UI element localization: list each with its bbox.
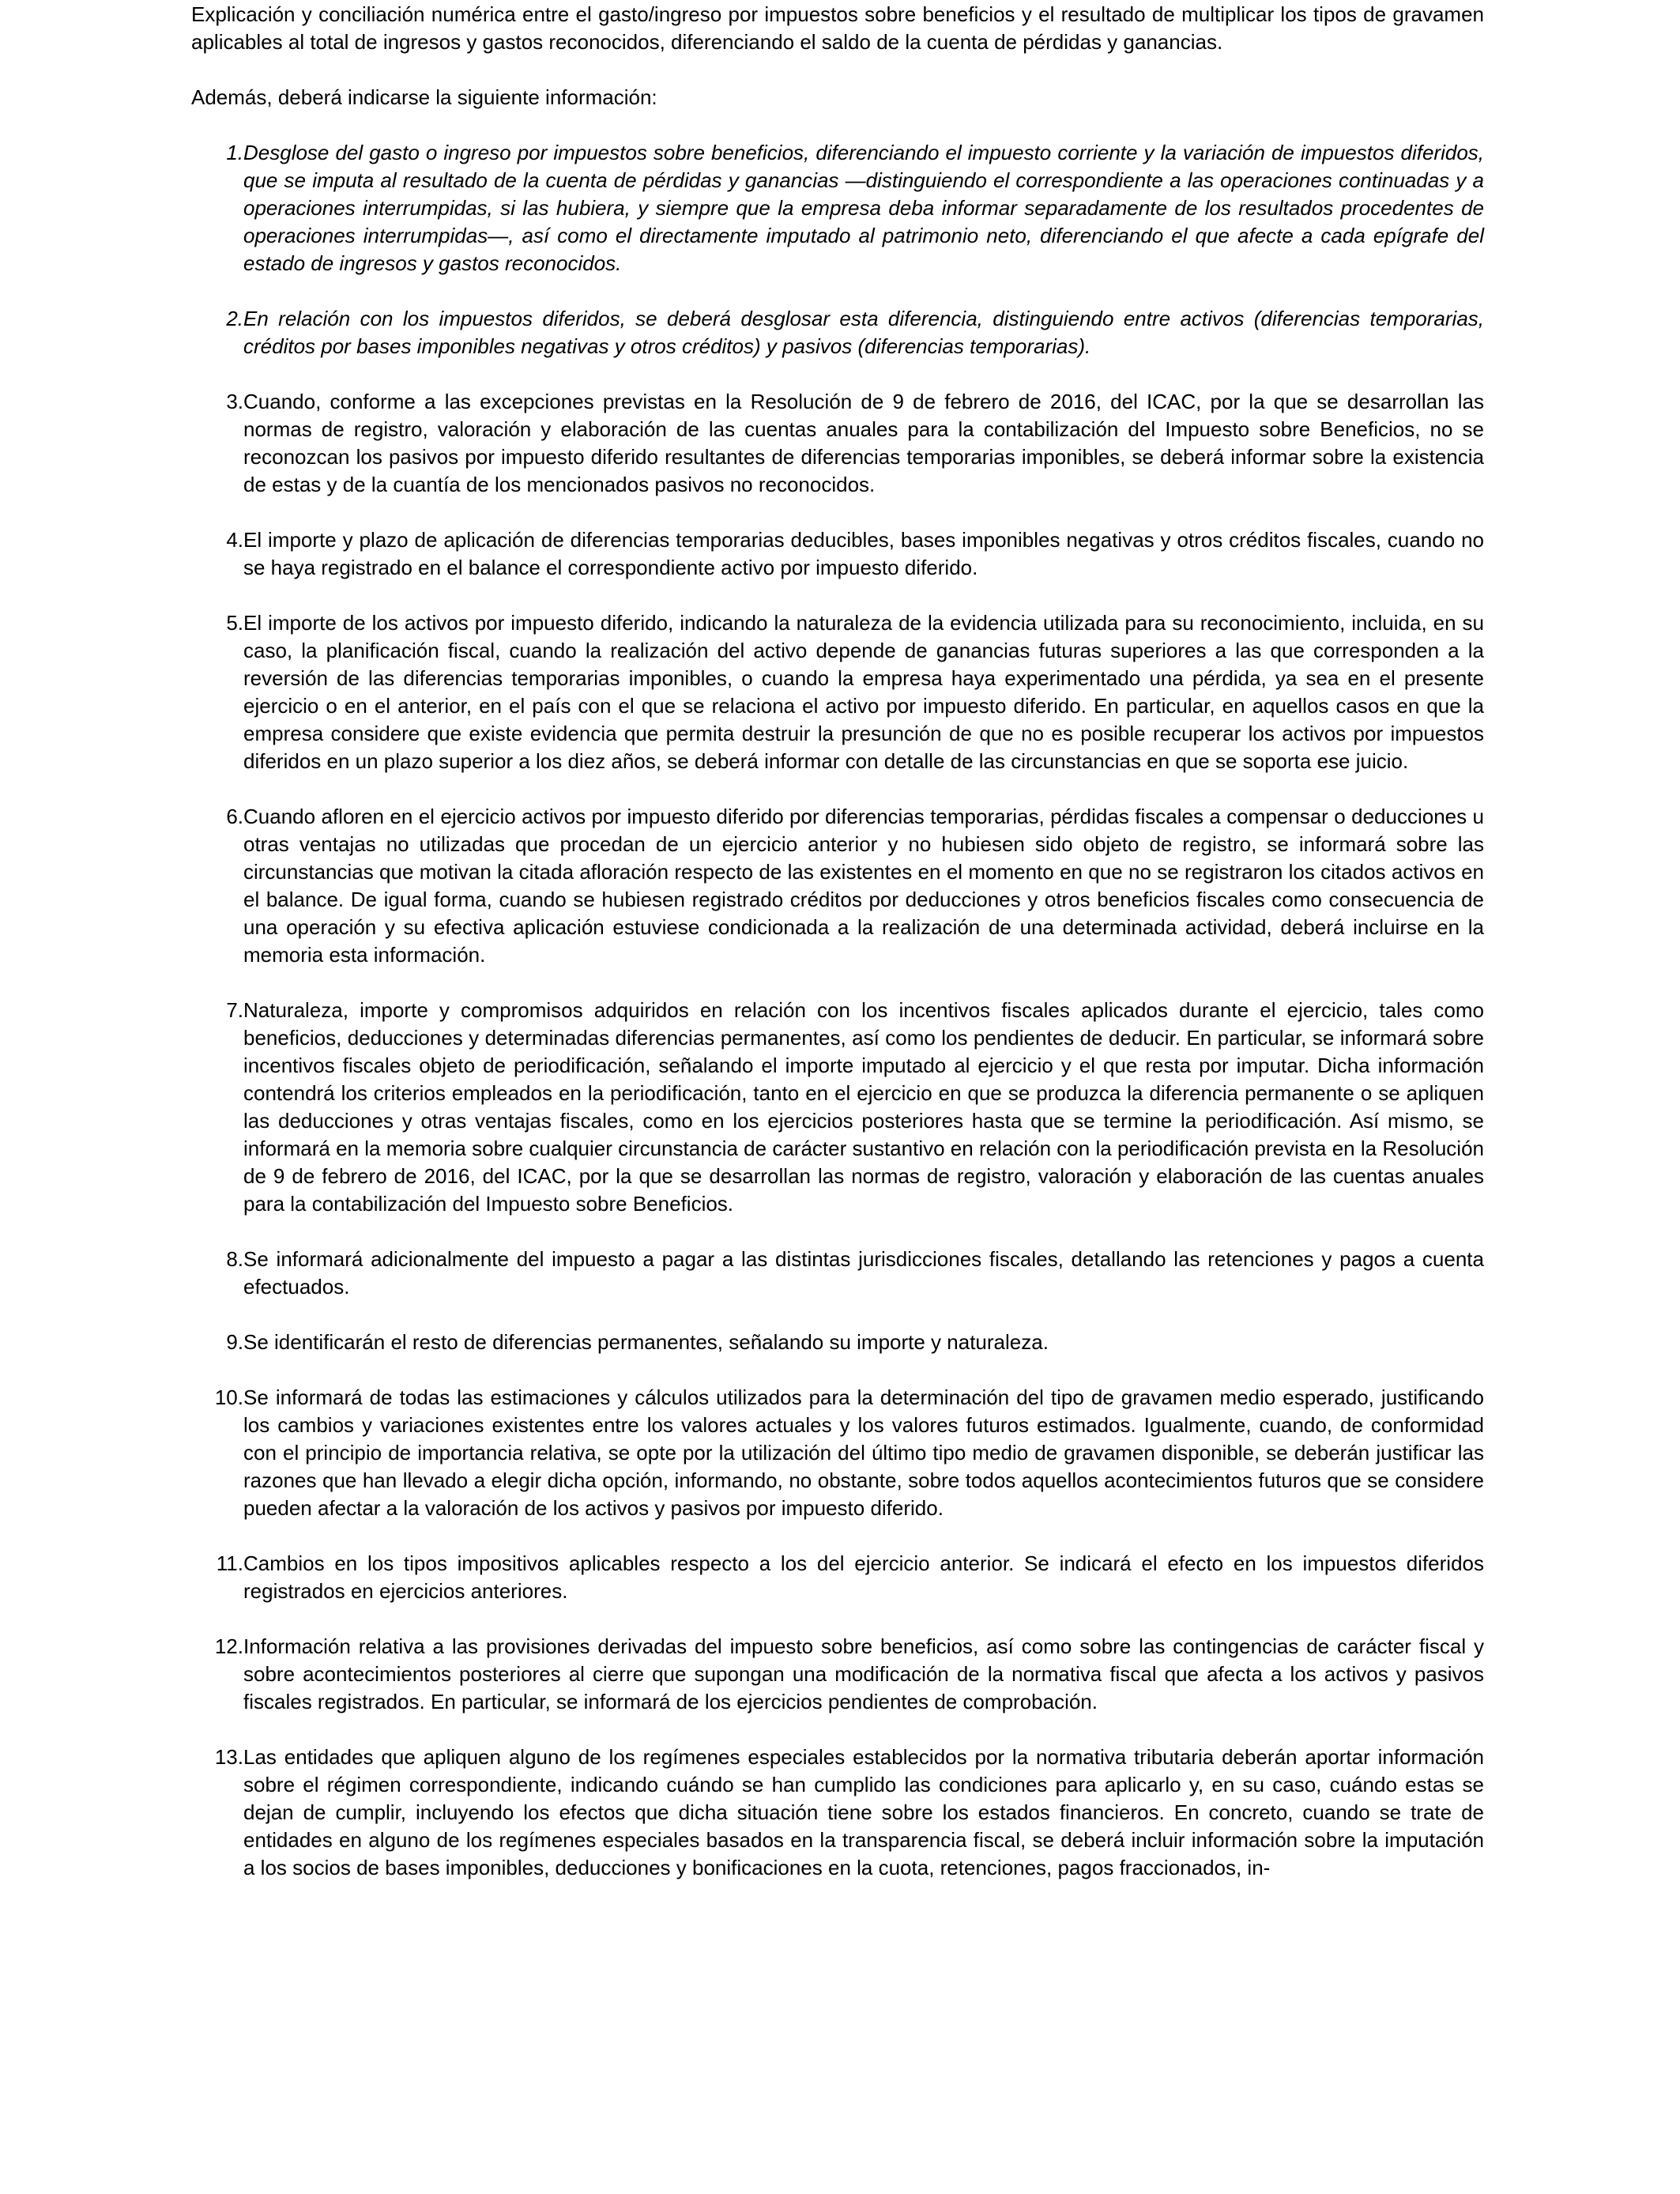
document-page xyxy=(191,0,1484,1909)
list-item xyxy=(191,526,1484,582)
list-item xyxy=(191,1329,1484,1356)
list-item-text: Naturaleza, importe y compromisos adquiridos en relación con los incentivos fiscales aplicados durante el ejercicio, tales como beneficios, deducciones y determinadas diferencias permanentes, así como los pendientes de deducir. En particular, se informará sobre incentivos fiscales objeto de periodificación, señalando el importe imputado al ejercicio y el que resta por imputar. Dicha información contendrá los criterios empleados en la periodificación, tanto en el ejercicio en que se produzca la diferencia permanente o se apliquen las deducciones y otras ventajas fiscales, como en los ejercicios posteriores hasta que se termine la periodificación. Así mismo, se informará en la memoria sobre cualquier circunstancia de carácter sustantivo en relación con la periodificación prevista en la Resolución de 9 de febrero de 2016, del ICAC, por la que se desarrollan las normas de registro, valoración y elaboración de las cuentas anuales para la contabilización del Impuesto sobre Beneficios. xyxy=(243,998,1484,1216)
lead-paragraph: Además, deberá indicarse la siguiente información: xyxy=(191,85,657,109)
list-item-text: Desglose del gasto o ingreso por impuestos sobre beneficios, diferenciando el impuesto corriente y la variación de impuestos diferidos, que se imputa al resultado de la cuenta de pérdidas y ganancias —distinguiendo el correspondiente a las operaciones continuadas y a operaciones interrumpidas, si las hubiera, y siempre que la empresa deba informar separadamente de los resultados procedentes de operaciones interrumpidas—, así como el directamente imputado al patrimonio neto, diferenciando el que afecte a cada epígrafe del estado de ingresos y gastos reconocidos. xyxy=(243,141,1484,275)
list-item-number: 5. xyxy=(226,611,243,635)
list-item-text: Se informará adicionalmente del impuesto a pagar a las distintas jurisdicciones fiscales, detallando las retenciones y pagos a cuenta efectuados. xyxy=(243,1247,1484,1299)
list-item xyxy=(191,1246,1484,1301)
list-item-text: Se identificarán el resto de diferencias permanentes, señalando su importe y naturaleza. xyxy=(243,1330,1049,1354)
list-item-number: 11. xyxy=(216,1551,243,1575)
list-item-text: El importe de los activos por impuesto diferido, indicando la naturaleza de la evidencia utilizada para su reconocimiento, incluida, en su caso, la planificación fiscal, cuando la realización del activo depende de ganancias futuras superiores a las que corresponden a la reversión de las diferencias temporarias imponibles, o cuando la empresa haya experimentado una pérdida, ya sea en el presente ejercicio o en el anterior, en el país con el que se relaciona el activo por impuesto diferido. En particular, en aquellos casos en que la empresa considere que existe evidencia que permita destruir la presunción de que no es posible recuperar los activos por impuestos diferidos en un plazo superior a los diez años, se deberá informar con detalle de las circunstancias en que se soporta ese juicio. xyxy=(243,611,1484,773)
list-item-number: 4. xyxy=(226,528,243,552)
list-item-text: En relación con los impuestos diferidos, se deberá desglosar esta diferencia, distinguiendo entre activos (diferencias temporarias, créditos por bases imponibles negativas y otros créditos) y pasivos (diferencias temporarias). xyxy=(243,307,1484,358)
list-item-number: 10. xyxy=(214,1385,243,1409)
list-item xyxy=(191,997,1484,1218)
list-item-number: 6. xyxy=(226,805,243,828)
list-item xyxy=(191,1384,1484,1522)
list-item xyxy=(191,1633,1484,1716)
list-item-number: 1. xyxy=(226,141,243,164)
list-item-number: 8. xyxy=(226,1247,243,1271)
list-item-text: Cuando, conforme a las excepciones previstas en la Resolución de 9 de febrero de 2016, del ICAC, por la que se desarrollan las normas de registro, valoración y elaboración de las cuentas anuales para la contabilización del Impuesto sobre Beneficios, no se reconozcan los pasivos por impuesto diferido resultantes de diferencias temporarias imponibles, se deberá informar sobre la existencia de estas y de la cuantía de los mencionados pasivos no reconocidos. xyxy=(243,390,1484,496)
list-item xyxy=(191,1550,1484,1605)
list-item xyxy=(191,305,1484,360)
list-item-number: 2. xyxy=(226,307,243,330)
list-item xyxy=(191,1744,1484,1882)
list-item-text: Cuando afloren en el ejercicio activos por impuesto diferido por diferencias temporarias, pérdidas fiscales a compensar o deducciones u otras ventajas no utilizadas que procedan de un ejercicio anterior y no hubiesen sido objeto de registro, se informará sobre las circunstancias que motivan la citada afloración respecto de las existentes en el momento en que no se registraron los citados activos en el balance. De igual forma, cuando se hubiesen registrado créditos por deducciones y otros beneficios fiscales como consecuencia de una operación y su efectiva aplicación estuviese condicionada a la realización de una determinada actividad, deberá incluirse en la memoria esta información. xyxy=(243,805,1484,967)
numbered-list xyxy=(191,139,1484,1882)
list-item-number: 13. xyxy=(214,1745,243,1769)
list-item xyxy=(191,803,1484,969)
list-item-text: Cambios en los tipos impositivos aplicables respecto a los del ejercicio anterior. Se indicará el efecto en los impuestos diferidos registrados en ejercicios anteriores. xyxy=(243,1551,1484,1603)
list-item-text: El importe y plazo de aplicación de diferencias temporarias deducibles, bases imponibles negativas y otros créditos fiscales, cuando no se haya registrado en el balance el correspondiente activo por impuesto diferido. xyxy=(243,528,1484,579)
list-item-text: Las entidades que apliquen alguno de los regímenes especiales establecidos por la normativa tributaria deberán aportar información sobre el régimen correspondiente, indicando cuándo se han cumplido las condiciones para aplicarlo y, en su caso, cuándo estas se dejan de cumplir, incluyendo los efectos que dicha situación tiene sobre los estados financieros. En concreto, cuando se trate de entidades en alguno de los regímenes especiales basados en la transparencia fiscal, se deberá incluir información sobre la imputación a los socios de bases imponibles, deducciones y bonificaciones en la cuota, retenciones, pagos fraccionados, in- xyxy=(243,1745,1484,1879)
list-item-number: 7. xyxy=(226,998,243,1022)
list-item-text: Información relativa a las provisiones derivadas del impuesto sobre beneficios, así como sobre las contingencias de carácter fiscal y sobre acontecimientos posteriores al cierre que supongan una modificación de la normativa fiscal que afecta a los activos y pasivos fiscales registrados. En particular, se informará de los ejercicios pendientes de comprobación. xyxy=(243,1634,1484,1713)
list-item xyxy=(191,609,1484,775)
intro-paragraph: Explicación y conciliación numérica entre el gasto/ingreso por impuestos sobre beneficios y el resultado de multiplicar los tipos de gravamen aplicables al total de ingresos y gastos reconocidos, diferenciando el saldo de la cuenta de pérdidas y ganancias. xyxy=(191,2,1484,54)
list-item-number: 9. xyxy=(226,1330,243,1354)
list-item xyxy=(191,139,1484,277)
list-item-number: 12. xyxy=(214,1634,243,1658)
list-item-text: Se informará de todas las estimaciones y cálculos utilizados para la determinación del tipo de gravamen medio esperado, justificando los cambios y variaciones existentes entre los valores actuales y los valores futuros estimados. Igualmente, cuando, de conformidad con el principio de importancia relativa, se opte por la utilización del último tipo medio de gravamen disponible, se deberán justificar las razones que han llevado a elegir dicha opción, informando, no obstante, sobre todos aquellos acontecimientos futuros que se considere pueden afectar a la valoración de los activos y pasivos por impuesto diferido. xyxy=(243,1385,1484,1520)
list-item xyxy=(191,388,1484,499)
list-item-number: 3. xyxy=(226,390,243,413)
